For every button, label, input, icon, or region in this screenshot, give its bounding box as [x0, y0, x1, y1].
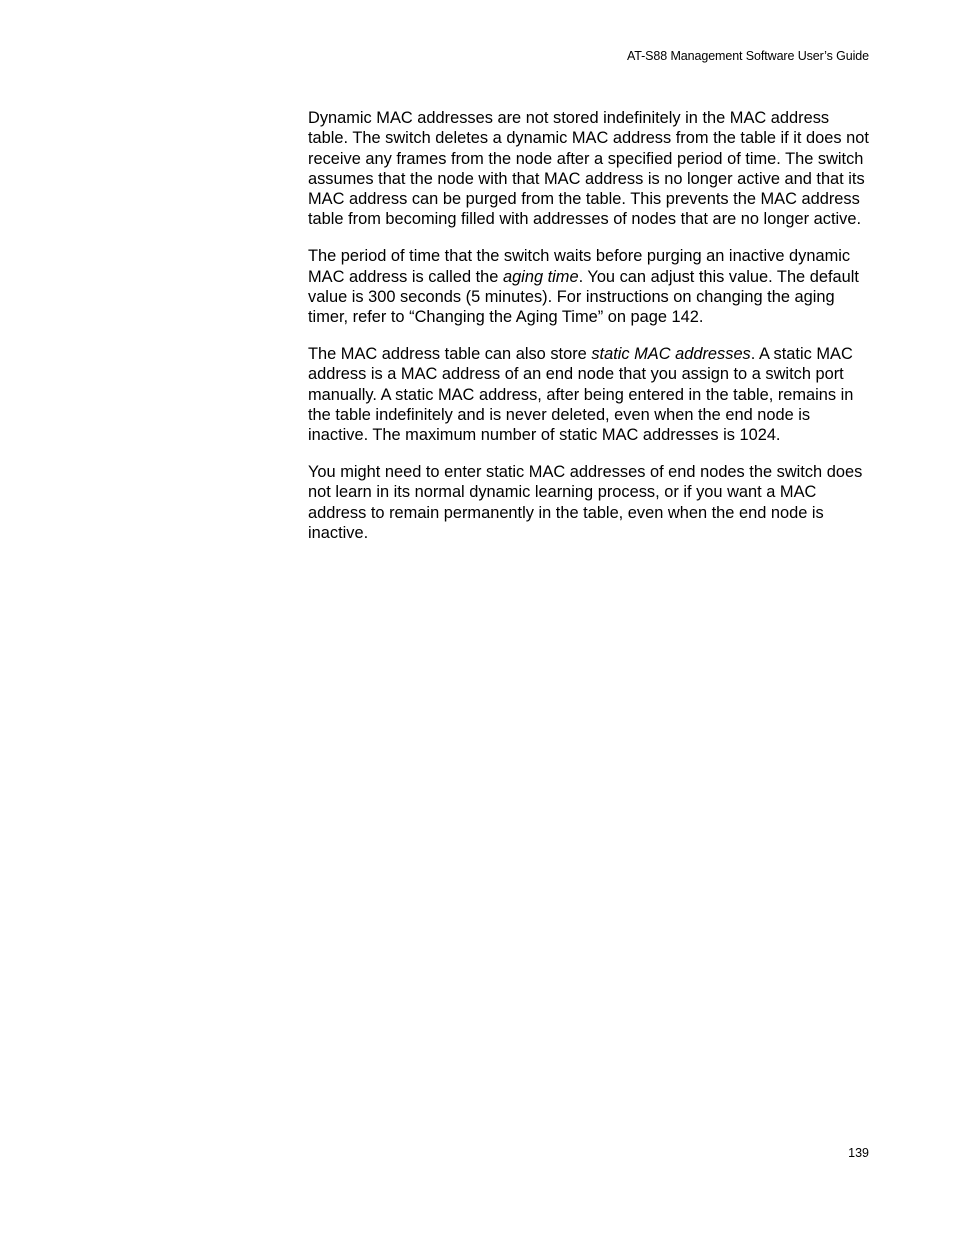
paragraph-2-text-b: . You can adjust this value. The default value is 300 seconds (5 minutes). For instructions on changing the aging timer, refer to “Changing the Aging Time” on page 142. — [308, 267, 859, 327]
term-aging-time: aging time — [502, 267, 579, 286]
paragraph-2-text-a: The period of time that the switch waits before purging an inactive dynamic MAC address is called the — [308, 247, 851, 286]
paragraph-3-text-b: . A static MAC address is a MAC address of an end node that you assign to a switch port manually. A static MAC address, after being entered in the table, remains in the table indefinitely and is never deleted, even when the end node is inactive. The maximum number of static MAC addresses is 1024. — [308, 344, 854, 445]
paragraph-1-text: Dynamic MAC addresses are not stored indefinitely in the MAC address table. The switch deletes a dynamic MAC address from the table if it does not receive any frames from the node after a specified period of time. The switch assumes that the node with that MAC address is no longer active and that its MAC address can be purged from the table. This prevents the MAC address table from becoming filled with addresses of nodes that are no longer active. — [308, 109, 869, 229]
body-text — [308, 108, 870, 560]
paragraph-2 — [308, 246, 870, 327]
page-number: 139 — [848, 1146, 869, 1160]
paragraph-3 — [308, 344, 870, 445]
paragraph-4 — [308, 462, 870, 543]
paragraph-3-text-a: The MAC address table can also store — [308, 344, 592, 363]
running-header: AT-S88 Management Software User’s Guide — [626, 49, 869, 63]
term-static-mac-addresses: static MAC addresses — [591, 344, 751, 363]
paragraph-1 — [308, 108, 870, 230]
paragraph-4-text: You might need to enter static MAC addresses of end nodes the switch does not learn in its normal dynamic learning process, or if you want a MAC address to remain permanently in the table, even when the end node is inactive. — [308, 462, 863, 542]
